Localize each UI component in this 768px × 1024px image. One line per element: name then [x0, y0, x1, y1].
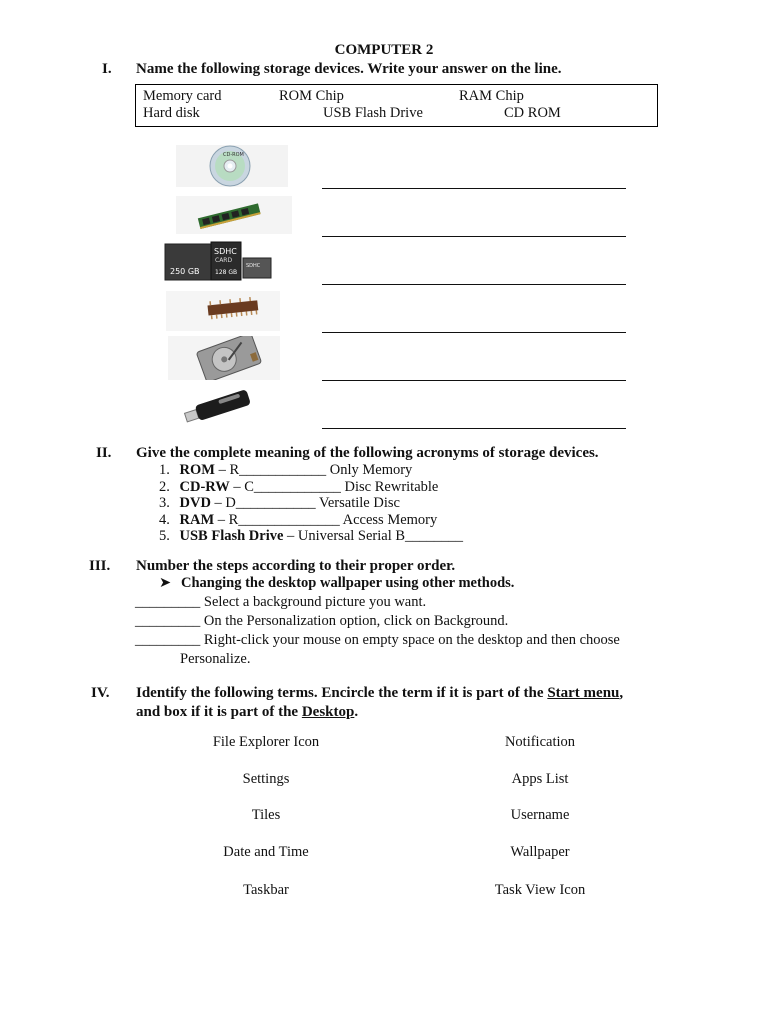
term-right[interactable]: Task View Icon — [494, 882, 586, 898]
term-left[interactable]: Settings — [242, 771, 290, 787]
term-right[interactable]: Username — [510, 807, 570, 823]
word-bank-item: RAM Chip — [459, 88, 524, 104]
page-title: COMPUTER 2 — [334, 42, 434, 58]
word-bank-item: USB Flash Drive — [323, 105, 423, 121]
acronym-meaning: – R______________ Access Memory — [214, 512, 438, 528]
instruction-text: Identify the following terms. Encircle the term if it is part of the — [136, 685, 548, 701]
word-bank-item: CD ROM — [504, 105, 561, 121]
card-card-text: CARD — [215, 257, 233, 264]
term-right[interactable]: Notification — [504, 734, 576, 750]
word-bank-item: ROM Chip — [279, 88, 344, 104]
section-3-number: III. — [89, 558, 111, 574]
section-3-instruction: Number the steps according to their proper order. — [136, 558, 456, 574]
card-sdhc-text: SDHC — [214, 247, 237, 256]
acronym-meaning: – C____________ Disc Rewritable — [229, 479, 439, 495]
acronym-item — [159, 512, 437, 529]
section-2-number: II. — [96, 445, 112, 461]
acronym-term: RAM — [179, 512, 215, 528]
section-1-number: I. — [102, 61, 112, 77]
word-bank-item: Hard disk — [143, 105, 200, 121]
section-4-instruction-line1 — [136, 685, 623, 702]
answer-line[interactable] — [322, 428, 626, 429]
section-4-instruction-line2 — [136, 704, 358, 721]
acronym-meaning: – Universal Serial B________ — [283, 528, 464, 544]
start-menu-label: Start menu — [547, 685, 620, 701]
instruction-text: , — [619, 685, 624, 701]
item-number: 2. — [159, 479, 170, 495]
answer-line[interactable] — [322, 380, 626, 381]
section-1-instruction: Name the following storage devices. Write your answer on the line. — [136, 61, 562, 77]
card-micro-text: SDHC — [246, 263, 261, 269]
step-item: _________ Right-click your mouse on empty space on the desktop and then choose — [135, 632, 620, 648]
term-left[interactable]: Taskbar — [243, 882, 289, 898]
item-number: 1. — [159, 462, 170, 478]
instruction-text: . — [354, 704, 359, 720]
acronym-term: ROM — [179, 462, 215, 478]
item-number: 5. — [159, 528, 170, 544]
item-number: 3. — [159, 495, 170, 511]
acronym-term: USB Flash Drive — [179, 528, 284, 544]
acronym-item — [159, 495, 400, 512]
term-left[interactable]: Date and Time — [223, 844, 309, 860]
acronym-meaning: – R____________ Only Memory — [214, 462, 413, 478]
instruction-text: and box if it is part of the — [136, 704, 302, 720]
hard-disk-image — [168, 336, 280, 380]
usb-flash-drive-image — [180, 386, 260, 426]
acronym-meaning: – D___________ Versatile Disc — [210, 495, 400, 511]
answer-line[interactable] — [322, 188, 626, 189]
arrow-bullet-icon: ➤ — [159, 575, 172, 591]
section-4-number: IV. — [91, 685, 110, 701]
acronym-item — [159, 528, 463, 545]
term-right[interactable]: Wallpaper — [510, 844, 570, 860]
term-left[interactable]: Tiles — [251, 807, 281, 823]
cd-rom-image — [176, 145, 288, 187]
word-bank-box — [135, 84, 658, 127]
word-bank-item: Memory card — [143, 88, 222, 104]
answer-line[interactable] — [322, 236, 626, 237]
acronym-item — [159, 462, 412, 479]
card-size-text: 128 GB — [215, 269, 238, 276]
rom-chip-image — [166, 291, 280, 331]
ram-chip-image — [176, 196, 292, 234]
memory-card-image — [164, 240, 274, 282]
term-right[interactable]: Apps List — [511, 771, 569, 787]
cd-label-text: CD-ROM — [223, 152, 244, 158]
step-item: _________ On the Personalization option, click on Background. — [135, 613, 509, 629]
section-3-subheading: Changing the desktop wallpaper using other methods. — [181, 575, 515, 591]
section-2-instruction: Give the complete meaning of the following acronyms of storage devices. — [136, 445, 599, 461]
answer-line[interactable] — [322, 332, 626, 333]
acronym-term: CD-RW — [179, 479, 230, 495]
term-left[interactable]: File Explorer Icon — [212, 734, 320, 750]
desktop-label: Desktop — [301, 704, 355, 720]
card-capacity-text: 250 GB — [170, 267, 200, 276]
step-continuation: Personalize. — [180, 651, 251, 667]
step-item: _________ Select a background picture you want. — [135, 594, 427, 610]
acronym-term: DVD — [179, 495, 211, 511]
acronym-item — [159, 479, 438, 496]
answer-line[interactable] — [322, 284, 626, 285]
item-number: 4. — [159, 512, 170, 528]
